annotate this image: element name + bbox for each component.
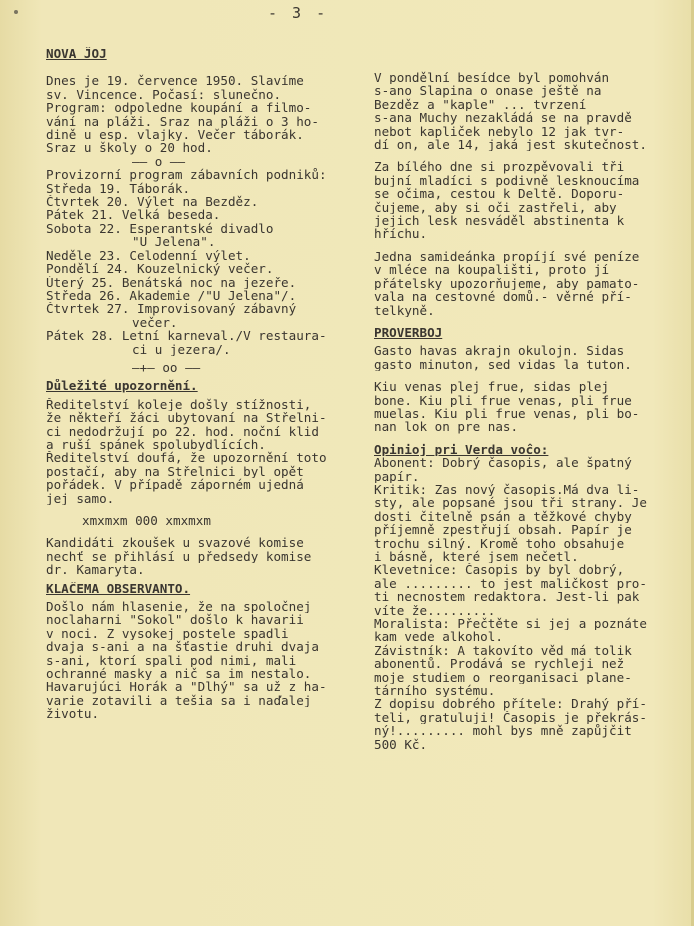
program-item-cont: ci u jezera/. [132,342,231,356]
text-line: telkyně. [374,303,435,317]
opinion-line: ti necnostem redaktora. Jest-li pak [374,590,640,604]
text-line: sv. Vincence. Počasí: slunečno. [46,87,282,102]
program-item-cont: "U Jelena". [132,235,216,249]
proverb-line: Gasto havas akrajn okulojn. Sidas [374,344,625,358]
opinion-line: víte že......... [374,603,496,618]
opinion-line: příjemně zpestřují obsah. Papír je [374,523,632,537]
opinion-line: dosti čitelně psán a těžkové chyby [374,509,632,524]
text-line: Bezděz a "kaple" ... tvrzení [374,97,587,112]
program-item: Neděle 23. Celodenní výlet. [46,248,251,263]
opinion-line: teli, gratuluji! Časopis je překrás- [374,710,647,725]
notice-line: pořádek. V případě záporném ujedná [46,478,304,492]
opinion-line: kam vede alkohol. [374,630,503,644]
section-heading-proverb: PROVERBOJ [374,325,443,340]
exam-line: Kandidáti zkoušek u svazové komise [46,536,304,550]
proverb-line: Kiu venas plej frue, sidas plej [374,380,610,394]
notice-line: Ředitelství doufá, že upozornění toto [46,451,327,465]
complaint-line: noclaharni "Sokol" došlo k havarii [46,613,304,627]
text-line: V pondělní besídce byl pomohván [374,71,610,85]
opinion-line: papír. [374,469,420,483]
notice-line: jej samo. [46,491,115,505]
complaint-line: ochranné masky a nič sa im nestalo. [46,667,312,681]
proverb-line: muelas. Kiu pli frue venas, pli bo- [374,406,640,421]
complaint-line: varie zotavili a tešia sa i naďalej [46,693,312,708]
opinion-line: Závistník: A takovíto věd má tolik [374,643,632,658]
ink-dot [14,10,18,14]
opinion-line: Moralista: Přečtěte si jej a poznáte [374,617,647,631]
program-heading: Provizorní program zábavních podniků: [46,168,327,182]
program-item-cont: večer. [132,315,178,330]
notice-line: postačí, aby na Střelnici byl opět [46,464,304,479]
page-number: - 3 - [268,4,329,22]
program-item: Pátek 21. Velká beseda. [46,208,221,222]
divider: —+— oo —— [132,360,201,375]
text-line: přátelsky upozorňujeme, aby pamato- [374,276,640,291]
exam-line: nechť se přihlásí u předsedy komise [46,549,312,564]
complaint-line: s-ani, ktorí spali pod nimi, mali [46,653,297,668]
text-line: vala na cestovné domů.- věrné pří- [374,290,632,304]
opinion-line: Klevetnice: Časopis by byl dobrý, [374,563,625,577]
notice-line: a ruší spánek spolubydlících. [46,437,266,452]
right-column [374,71,684,751]
opinion-line: ný!......... mohl bys mně zapůjčit [374,724,632,738]
notice-line: Ředitelství koleje došly stížnosti, [46,397,312,412]
text-line: s-ano Slapina o onase ještě na [374,84,602,98]
text-line: dí on, ale 14, jaká jest skutečnost. [374,138,647,152]
text-line: jejich lesk nesváděl abstinenta k [374,214,625,228]
section-heading-news: NOVA ĴOJ [46,47,107,61]
section-heading-opinions: Opinioj pri Verda voĉo: [374,442,549,457]
opinion-line: sty, ale popsané jsou tři strany. Je [374,496,647,510]
program-item: Středa 26. Akademie /"U Jelena"/. [46,288,297,303]
section-heading-complaints: KLAĈEMA OBSERVANTO. [46,581,191,596]
text-line: se očima, cestou k Deltě. Doporu- [374,187,625,201]
opinion-line: moje studiem o reorganisaci plane- [374,670,632,685]
text-line: vání na pláži. Sraz na pláži o 3 ho- [46,114,319,129]
text-line: Sraz u školy o 20 hod. [46,141,213,155]
proverb-line: gasto minuton, sed vidas la tuton. [374,357,632,372]
complaint-line: Došlo nám hlasenie, že na spoločnej [46,600,312,614]
separator: xmxmxm 000 xmxmxm [82,514,211,528]
text-line: Dnes je 19. července 1950. Slavíme [46,74,304,88]
left-column [46,47,376,721]
divider: —— o —— [132,154,186,169]
opinion-line: trochu silný. Kromě toho obsahuje [374,536,625,550]
opinion-line: tárního systému. [374,684,496,698]
text-line: dině u esp. vlajky. Večer táborák. [46,128,304,142]
program-item: Pondělí 24. Kouzelnický večer. [46,262,274,276]
complaint-line: dvaja s-ani a na šťastie druhi dvaja [46,640,319,654]
notice-line: že někteří žáci ubytovaní na Střelni- [46,411,327,425]
notice-line: ci nedodržují po 22. hod. noční klid [46,424,319,438]
program-item: Úterý 25. Benátská noc na jezeře. [46,275,297,289]
text-line: Program: odpoledne koupání a filmo- [46,101,312,115]
opinion-line: abonentů. Prodává se rychleji než [374,657,625,671]
opinion-line: 500 Kč. [374,737,428,752]
text-line: hříchu. [374,227,428,241]
opinion-line: Abonent: Dobrý časopis, ale špatný [374,456,632,470]
text-line: čujeme, aby si oči zastřeli, aby [374,200,617,215]
complaint-line: Havarujúci Horák a "Dlhý" sa už z ha- [46,680,327,694]
opinion-line: Kritik: Zas nový časopis.Má dva li- [374,482,640,497]
text-line: nebot kapliček nebylo 12 jak tvr- [374,124,625,139]
text-line: s-ana Muchy nezakládá se na pravdě [374,111,632,125]
complaint-line: životu. [46,707,100,721]
program-item: Čtvrtek 20. Výlet na Bezděz. [46,195,259,209]
program-item: Pátek 28. Letní karneval./V restaura- [46,329,327,343]
opinion-line: i básně, které jsem nečetl. [374,550,579,564]
proverb-line: nan lok on pre nas. [374,420,519,434]
complaint-line: v noci. Z vysokej postele spadli [46,626,289,641]
section-heading-notice: Důležité upozornění. [46,379,198,393]
opinion-line: Z dopisu dobrého přítele: Drahý pří- [374,697,647,711]
exam-line: dr. Kamaryta. [46,563,145,577]
text-line: v mléce na koupališti, proto jí [374,263,610,277]
program-item: Středa 19. Táborák. [46,181,191,196]
program-item: Čtvrtek 27. Improvisovaný zábavný [46,302,297,316]
proverb-line: bone. Kiu pli frue venas, pli frue [374,393,632,407]
text-line: Za bílého dne si prozpěvovali tři [374,160,625,174]
opinion-line: ale ......... to jest maličkost pro- [374,576,647,591]
program-item: Sobota 22. Esperantské divadlo [46,221,274,236]
text-line: Jedna samideánka propíjí své peníze [374,249,640,264]
text-line: bujní mladíci s podivně lesknoucíma [374,173,640,188]
